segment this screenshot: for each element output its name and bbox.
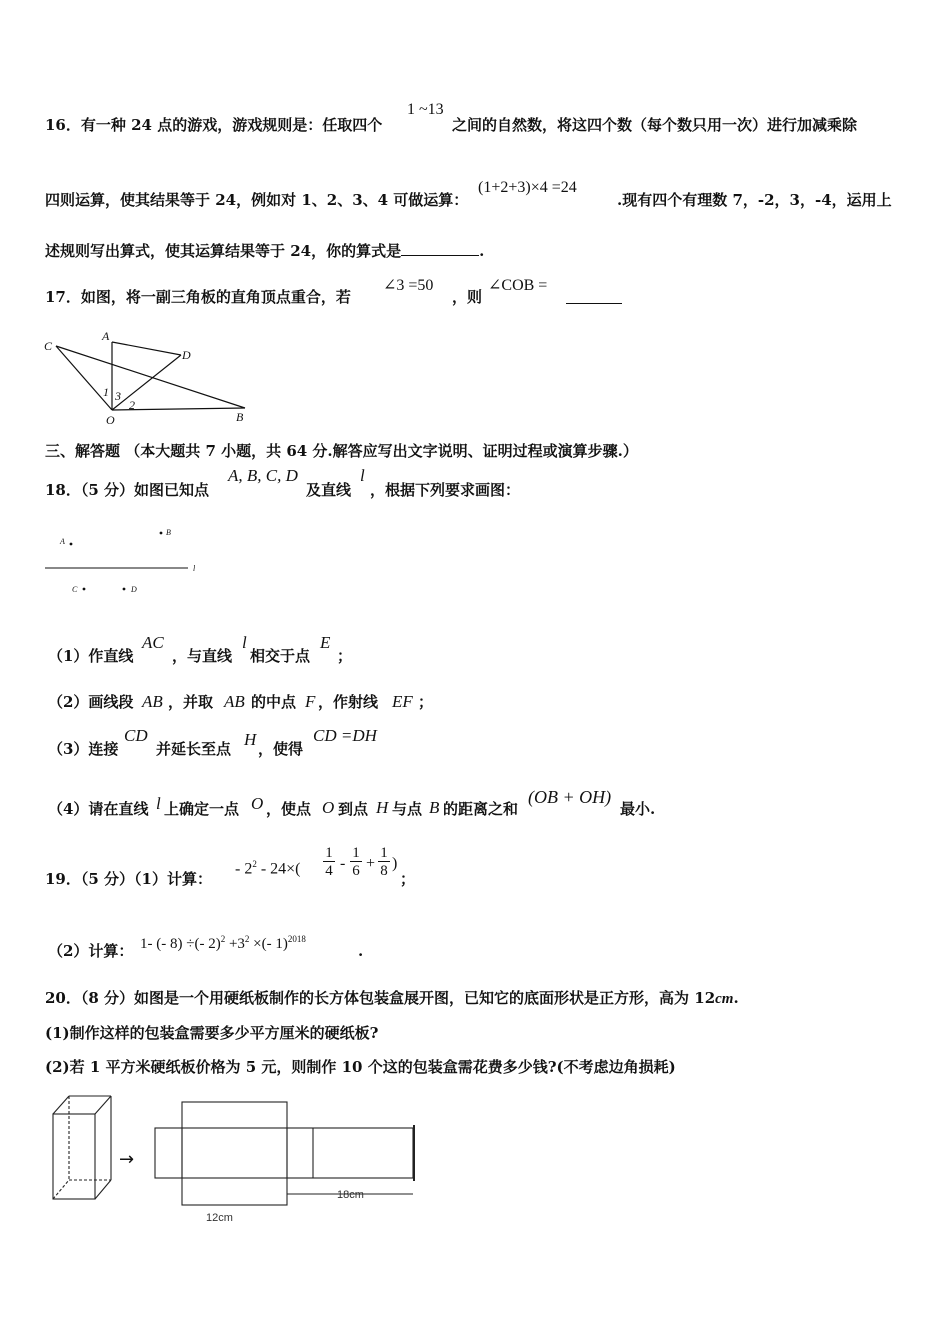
q18-text-part1: 18．（5 分）如图已知点 [45, 481, 210, 499]
q16-line3 [45, 241, 484, 261]
q19-frac3 [378, 845, 390, 880]
q19-expr1-a: - 2 [235, 860, 253, 878]
q18-s4-d: 到点 [338, 800, 369, 818]
label-A: A [102, 329, 110, 343]
point-D [123, 588, 126, 591]
box-front-face [53, 1114, 95, 1199]
q16-text-part2: 之间的自然数，将这四个数（每个数只用一次）进行加减乘除 [452, 116, 858, 134]
q20-intro-text: 20．（8 分）如图是一个用硬纸板制作的长方体包装盒展开图，已知它的底面形状是正方形，高为 12 [45, 989, 716, 1007]
q16-line3-end: . [479, 242, 485, 260]
q17-ask-angle: ∠COB = [488, 277, 548, 294]
q19-frac1-den: 4 [325, 863, 333, 879]
q18-s3-eq: CD =DH [313, 726, 377, 745]
q19-frac1-num: 1 [323, 845, 335, 862]
q18-s4-c: ，使点 [266, 800, 312, 818]
line-CB [56, 346, 245, 408]
fig-label-C: C [72, 585, 78, 594]
label-C: C [44, 339, 53, 353]
q19-expr1-d: + [366, 855, 376, 872]
q18-s2-d: ，作射线 [318, 693, 379, 711]
q19-text-part2: （2）计算： [48, 942, 134, 960]
box-3d [53, 1096, 111, 1199]
q18-s4-e: 与点 [392, 800, 423, 818]
q19-expr1-c: - [340, 855, 346, 872]
q19-expr1-sup: 2 [252, 859, 257, 869]
q19-frac1 [323, 845, 335, 880]
q16-line3-text: 述规则写出算式，使其运算结果等于 24，你的算式是 [45, 242, 402, 260]
q18-s3-b: 并延长至点 [156, 740, 232, 758]
q18-s4-l: l [156, 794, 161, 813]
q18-s3-a: （3）连接 [48, 740, 119, 758]
q18-s4-g: 最小. [620, 800, 656, 818]
q18-s1-c: 相交于点 [250, 647, 311, 665]
q16-range: 1 ~13 [407, 101, 444, 118]
q18-s4-expr: (OB + OH) [528, 787, 612, 807]
q18-s3-c: ，使得 [258, 740, 304, 758]
q19-expr1-b: - 24×( [256, 860, 301, 878]
q20-intro-end: . [733, 989, 739, 1007]
line-DO [112, 355, 181, 410]
q18-text-part3: ，根据下列要求画图： [370, 481, 521, 499]
arrow-icon: → [119, 1149, 135, 1170]
dim-12cm: 12cm [206, 1212, 233, 1224]
q19-expr2-s1: 2 [220, 934, 226, 944]
q18-s1-e: E [320, 633, 331, 652]
dim-18cm: 18cm [337, 1189, 364, 1201]
q17-given-angle: ∠3 =50 [383, 277, 434, 294]
point-B [160, 532, 163, 535]
q18-s2-c: 的中点 [251, 693, 297, 711]
fig-label-B: B [166, 528, 171, 537]
q19-expr2-c: ×(- 1) [249, 936, 288, 952]
q19-frac2-num: 1 [350, 845, 362, 862]
q17-text-part2: ，则 [452, 288, 483, 306]
q19-end1: ； [400, 870, 416, 888]
q19-frac2 [350, 845, 362, 880]
q19-expr1-e: ) [392, 855, 398, 872]
q20-figure [45, 1088, 435, 1228]
q19-expr2-s2: 2 [244, 934, 250, 944]
q18-s4-bpt: B [429, 798, 440, 817]
q18-points: A, B, C, D [228, 466, 298, 485]
q18-text-part2: 及直线 [306, 481, 352, 499]
label-B: B [236, 410, 244, 424]
q18-s1-ac: AC [142, 633, 164, 652]
fig-label-l: l [193, 564, 196, 573]
q18-s1-a: （1）作直线 [48, 647, 134, 665]
section-3-heading: 三、解答题 （本大题共 7 小题，共 64 分.解答应写出文字说明、证明过程或演算步骤.） [45, 442, 638, 460]
point-A [70, 543, 73, 546]
line-AD [112, 342, 181, 355]
q18-s1-l: l [242, 633, 247, 652]
q18-s4-b: 上确定一点 [164, 800, 240, 818]
q18-s4-o2: O [322, 798, 335, 817]
q19-expr2-a: 1- (- 8) ÷(- 2) [140, 936, 221, 952]
q19-expr1 [235, 854, 301, 879]
q19-expr2-s3: 2018 [287, 934, 306, 944]
q19-frac3-num: 1 [378, 845, 390, 862]
q18-s3-cd: CD [124, 726, 148, 745]
q18-figure [40, 520, 210, 600]
q17-text-part1: 17．如图，将一副三角板的直角顶点重合，若 [45, 288, 351, 306]
q18-s2-e: ； [418, 693, 434, 711]
q18-s4-a: （4）请在直线 [48, 800, 149, 818]
q18-s2-f: F [305, 692, 316, 711]
label-angle-1: 1 [103, 385, 109, 399]
q18-s1-b: ，与直线 [172, 647, 233, 665]
q16-text-part1: 16．有一种 24 点的游戏，游戏规则是：任取四个 [45, 116, 383, 134]
q20-sub1: (1)制作这样的包装盒需要多少平方厘米的硬纸板? [45, 1024, 379, 1042]
q18-s2-ab2: AB [224, 692, 245, 711]
q18-s4-h: H [376, 798, 389, 817]
label-angle-2: 2 [129, 398, 135, 412]
q19-text-part1: 19．（5 分）（1）计算： [45, 870, 212, 888]
q19-frac3-den: 8 [380, 863, 388, 879]
q18-line-l: l [360, 466, 365, 485]
q18-s2-b: ，并取 [168, 693, 214, 711]
label-D: D [182, 348, 191, 362]
q16-example: (1+2+3)×4 =24 [478, 179, 577, 196]
label-O: O [106, 413, 115, 427]
q16-answer-blank[interactable] [401, 241, 479, 256]
q20-sub2: (2)若 1 平方米硬纸板价格为 5 元，则制作 10 个这的包装盒需花费多少钱?(不考虑边角损耗) [45, 1058, 676, 1076]
q18-s4-o: O [251, 794, 264, 813]
net-side-strip [155, 1128, 413, 1178]
fig-label-D: D [131, 585, 137, 594]
q19-frac2-den: 6 [352, 863, 360, 879]
fig-label-A: A [60, 537, 65, 546]
label-angle-3: 3 [115, 389, 121, 403]
q20-unit: cm [715, 991, 734, 1007]
point-C [83, 588, 86, 591]
q18-s2-ab: AB [142, 692, 163, 711]
q16-line2-part1: 四则运算，使其结果等于 24，例如对 1、2、3、4 可做运算： [45, 191, 469, 209]
q19-end2: . [358, 942, 364, 960]
q19-expr2-b: +3 [225, 936, 245, 952]
q19-expr2 [140, 929, 306, 954]
q17-figure [40, 328, 255, 428]
q20-intro [45, 988, 739, 1009]
net-diagram [155, 1102, 414, 1205]
q18-s2-a: （2）画线段 [48, 693, 134, 711]
q18-s2-ef: EF [392, 692, 413, 711]
q18-s1-d: ； [337, 647, 353, 665]
q18-s4-f: 的距离之和 [443, 800, 519, 818]
q17-answer-blank[interactable] [566, 289, 622, 304]
net-top-face [182, 1102, 287, 1205]
q18-s3-h: H [244, 730, 257, 749]
q16-line2-part2: .现有四个有理数 7，-2，3，-4，运用上 [617, 191, 892, 209]
